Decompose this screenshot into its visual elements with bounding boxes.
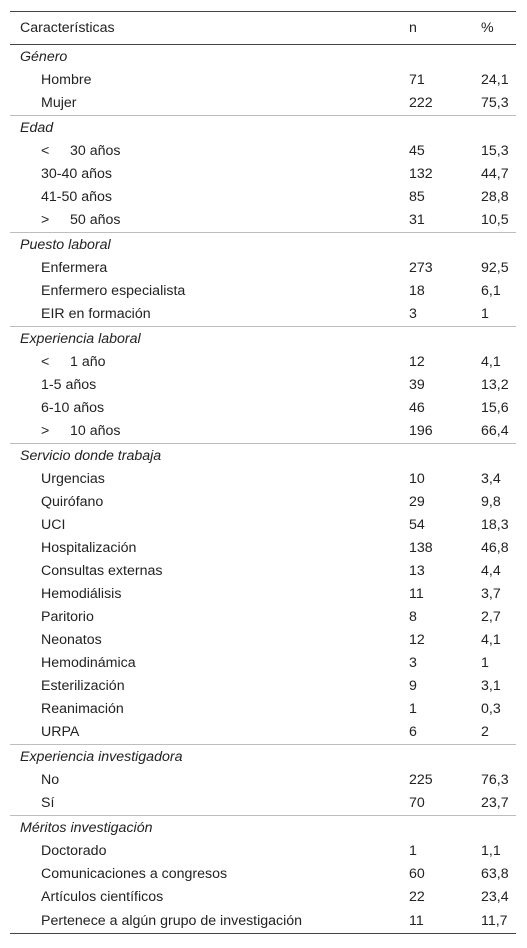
row-label: Comunicaciones a congresos xyxy=(41,866,228,882)
comparison-symbol: < xyxy=(41,354,50,370)
table-row xyxy=(10,769,516,792)
row-label: Quirófano xyxy=(41,494,104,510)
group-pct-empty xyxy=(481,116,516,141)
row-n: 70 xyxy=(409,795,425,811)
table-row xyxy=(10,537,516,560)
row-label: Esterilización xyxy=(41,678,125,694)
group-title: Méritos investigación xyxy=(10,816,409,841)
group-row xyxy=(10,327,516,352)
row-percent: 1,1 xyxy=(481,843,501,859)
group-row xyxy=(10,816,516,841)
row-percent: 24,1 xyxy=(481,72,509,88)
row-label-cell xyxy=(10,863,409,886)
row-percent: 13,2 xyxy=(481,377,509,393)
row-label: Pertenece a algún grupo de investigación xyxy=(41,912,303,929)
table-row xyxy=(10,140,516,163)
row-n: 11 xyxy=(409,909,481,934)
table-row xyxy=(10,186,516,209)
comparison-symbol: > xyxy=(41,423,50,439)
row-label: UCI xyxy=(41,517,66,533)
row-label: 30 años xyxy=(70,143,121,159)
row-label-cell xyxy=(10,652,409,675)
row-label-cell xyxy=(10,886,409,909)
row-label: Enfermero especialista xyxy=(41,283,186,299)
row-n: 138 xyxy=(409,540,433,556)
row-label: 1 año xyxy=(70,354,106,370)
table-row xyxy=(10,374,516,397)
characteristics-table xyxy=(10,11,516,934)
group-row xyxy=(10,233,516,258)
group-title: Puesto laboral xyxy=(10,233,409,258)
table-row xyxy=(10,792,516,816)
row-label: No xyxy=(41,772,60,788)
row-label: Mujer xyxy=(41,95,77,111)
row-percent: 2 xyxy=(481,724,489,740)
row-label: 6-10 años xyxy=(41,400,105,416)
table-row xyxy=(10,629,516,652)
group-pct-empty xyxy=(481,233,516,258)
row-n: 3 xyxy=(409,655,417,671)
row-percent: 23,4 xyxy=(481,889,509,905)
row-n: 29 xyxy=(409,494,425,510)
group-pct-empty xyxy=(481,327,516,352)
row-n: 12 xyxy=(409,632,425,648)
table-row xyxy=(10,652,516,675)
row-label-cell xyxy=(10,909,409,934)
row-label-cell xyxy=(10,721,409,745)
row-n: 222 xyxy=(409,95,433,111)
table-row xyxy=(10,491,516,514)
row-label: Hombre xyxy=(41,72,92,88)
comparison-symbol: < xyxy=(41,143,50,159)
row-n: 45 xyxy=(409,143,425,159)
row-n: 71 xyxy=(409,72,425,88)
group-n-empty xyxy=(409,45,481,70)
row-percent: 3,7 xyxy=(481,586,501,602)
row-label-cell xyxy=(10,514,409,537)
table-row xyxy=(10,840,516,863)
group-title: Experiencia investigadora xyxy=(10,745,409,770)
group-pct-empty xyxy=(481,816,516,841)
row-label: EIR en formación xyxy=(41,306,151,322)
row-n: 8 xyxy=(409,609,417,625)
group-n-empty xyxy=(409,233,481,258)
row-n: 13 xyxy=(409,563,425,579)
row-label: Enfermera xyxy=(41,260,108,276)
table-row xyxy=(10,163,516,186)
row-percent: 23,7 xyxy=(481,795,509,811)
row-n: 1 xyxy=(409,701,417,717)
table-row xyxy=(10,863,516,886)
row-label: 1-5 años xyxy=(41,377,97,393)
row-label: Consultas externas xyxy=(41,563,163,579)
row-percent: 10,5 xyxy=(481,212,509,228)
row-label-cell xyxy=(10,140,409,163)
row-label-cell xyxy=(10,163,409,186)
group-pct-empty xyxy=(481,444,516,469)
row-n: 12 xyxy=(409,354,425,370)
row-label-cell xyxy=(10,374,409,397)
table-row xyxy=(10,675,516,698)
characteristics-table-container xyxy=(10,11,516,934)
group-pct-empty xyxy=(481,745,516,770)
row-label: 50 años xyxy=(70,212,121,228)
group-title: Edad xyxy=(10,116,409,141)
table-row xyxy=(10,583,516,606)
row-n: 6 xyxy=(409,724,417,740)
row-label-cell xyxy=(10,537,409,560)
row-percent: 2,7 xyxy=(481,609,501,625)
group-pct-empty xyxy=(481,45,516,70)
row-n: 22 xyxy=(409,889,425,905)
row-label-cell xyxy=(10,491,409,514)
row-n: 1 xyxy=(409,843,417,859)
row-n: 54 xyxy=(409,517,425,533)
group-title: Género xyxy=(20,48,68,65)
row-label-cell xyxy=(10,606,409,629)
row-label: 30-40 años xyxy=(41,166,112,182)
group-row xyxy=(10,444,516,469)
row-label: 10 años xyxy=(70,423,121,439)
comparison-symbol: > xyxy=(41,212,50,228)
row-label: Hemodinámica xyxy=(41,655,136,671)
row-label-cell xyxy=(10,209,409,233)
row-label-cell xyxy=(10,792,409,816)
row-percent: 66,4 xyxy=(481,423,509,439)
group-n-empty xyxy=(409,816,481,841)
row-percent: 15,6 xyxy=(481,400,509,416)
row-n: 39 xyxy=(409,377,425,393)
table-row xyxy=(10,209,516,233)
row-percent: 63,8 xyxy=(481,866,509,882)
row-label: Neonatos xyxy=(41,632,102,648)
header-characteristics: Características xyxy=(10,12,409,45)
row-n: 60 xyxy=(409,866,425,882)
group-row xyxy=(10,116,516,141)
row-label-cell xyxy=(10,769,409,792)
row-label-cell xyxy=(10,629,409,652)
row-label-cell xyxy=(10,280,409,303)
row-n: 9 xyxy=(409,678,417,694)
row-n: 196 xyxy=(409,423,433,439)
row-percent: 75,3 xyxy=(481,95,509,111)
row-percent: 1 xyxy=(481,306,489,322)
row-label-cell xyxy=(10,840,409,863)
group-title: Experiencia laboral xyxy=(10,327,409,352)
row-label-cell xyxy=(10,186,409,209)
row-n: 31 xyxy=(409,212,425,228)
row-percent: 3,4 xyxy=(481,471,501,487)
row-label: Sí xyxy=(41,795,55,811)
table-row xyxy=(10,514,516,537)
table-row xyxy=(10,280,516,303)
row-n: 11 xyxy=(409,586,424,602)
table-row xyxy=(10,420,516,444)
row-label-cell xyxy=(10,675,409,698)
table-header xyxy=(10,12,516,45)
group-row xyxy=(10,45,516,70)
row-percent: 1 xyxy=(481,655,489,671)
row-label: Hemodiálisis xyxy=(41,586,122,602)
row-label-cell xyxy=(10,420,409,444)
row-label: Urgencias xyxy=(41,471,105,487)
header-row xyxy=(10,12,516,45)
table-row xyxy=(10,257,516,280)
table-row xyxy=(10,397,516,420)
row-n: 85 xyxy=(409,189,425,205)
group-title: Servicio donde trabaja xyxy=(10,444,409,469)
row-n: 46 xyxy=(409,400,425,416)
row-n: 10 xyxy=(409,471,425,487)
row-label-cell xyxy=(10,397,409,420)
row-percent: 46,8 xyxy=(481,540,509,556)
table-row xyxy=(10,468,516,491)
row-n: 273 xyxy=(409,260,433,276)
row-percent: 15,3 xyxy=(481,143,509,159)
table-body xyxy=(10,45,516,934)
row-percent: 9,8 xyxy=(481,494,501,510)
row-percent: 44,7 xyxy=(481,166,509,182)
row-percent: 3,1 xyxy=(481,678,501,694)
row-label-cell xyxy=(10,583,409,606)
row-n: 3 xyxy=(409,306,417,322)
row-label: URPA xyxy=(41,724,80,740)
row-n: 225 xyxy=(409,772,433,788)
table-row xyxy=(10,303,516,327)
row-percent: 4,4 xyxy=(481,563,501,579)
table-row xyxy=(10,560,516,583)
table-row xyxy=(10,886,516,909)
table-row xyxy=(10,351,516,374)
row-label-cell xyxy=(10,468,409,491)
table-row xyxy=(10,721,516,745)
row-percent: 76,3 xyxy=(481,772,509,788)
row-percent: 0,3 xyxy=(481,701,501,717)
row-label: Reanimación xyxy=(41,701,124,717)
row-percent: 11,7 xyxy=(481,909,516,934)
group-n-empty xyxy=(409,444,481,469)
row-n: 132 xyxy=(409,166,433,182)
row-label-cell xyxy=(10,257,409,280)
row-label: Doctorado xyxy=(41,843,107,859)
row-percent: 28,8 xyxy=(481,189,509,205)
row-percent: 6,1 xyxy=(481,283,501,299)
row-label: Paritorio xyxy=(41,609,94,625)
row-label: 41-50 años xyxy=(41,189,112,205)
row-n: 18 xyxy=(409,283,425,299)
row-percent: 4,1 xyxy=(481,354,501,370)
row-percent: 18,3 xyxy=(481,517,509,533)
row-label-cell xyxy=(10,698,409,721)
table-row xyxy=(10,698,516,721)
table-row xyxy=(10,909,516,934)
group-n-empty xyxy=(409,116,481,141)
row-percent: 92,5 xyxy=(481,260,509,276)
group-row xyxy=(10,745,516,770)
table-row xyxy=(10,606,516,629)
row-label-cell xyxy=(10,92,409,116)
header-n: n xyxy=(409,12,481,45)
table-row xyxy=(10,69,516,92)
group-n-empty xyxy=(409,745,481,770)
row-percent: 4,1 xyxy=(481,632,501,648)
row-label: Artículos científicos xyxy=(41,889,164,905)
row-label-cell xyxy=(10,69,409,92)
row-label-cell xyxy=(10,351,409,374)
row-label: Hospitalización xyxy=(41,540,137,556)
header-percent: % xyxy=(481,12,516,45)
table-row xyxy=(10,92,516,116)
row-label-cell xyxy=(10,560,409,583)
group-n-empty xyxy=(409,327,481,352)
row-label-cell xyxy=(10,303,409,327)
